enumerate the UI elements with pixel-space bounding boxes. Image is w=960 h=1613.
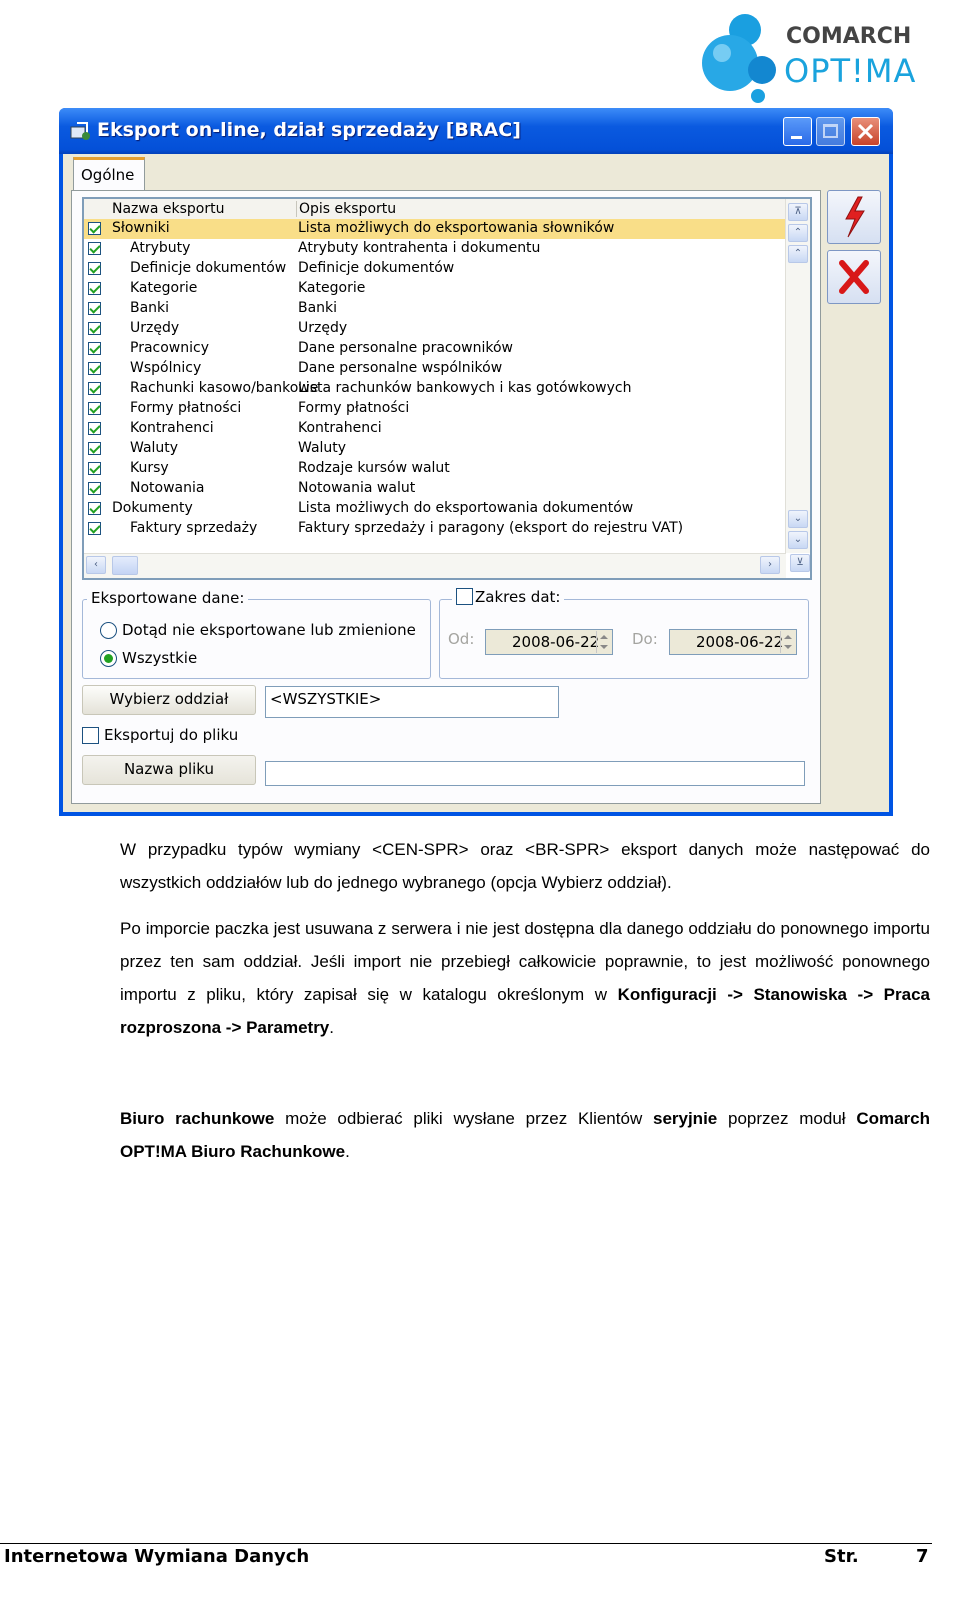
row-name: Rachunki kasowo/bankowe	[130, 380, 319, 396]
date-range-group	[439, 588, 809, 679]
date-range-legend[interactable]: Zakres dat:	[475, 588, 561, 606]
row-name: Definicje dokumentów	[130, 260, 287, 276]
row-name: Formy płatności	[130, 400, 242, 416]
row-name: Banki	[130, 300, 170, 316]
date-from-value: 2008-06-22	[512, 633, 600, 651]
maximize-icon	[823, 124, 838, 138]
row-description: Lista możliwych do eksportowania dokumentów	[298, 500, 634, 516]
row-name: Dokumenty	[112, 500, 193, 516]
paragraph-3-text-2: poprzez moduł	[717, 1109, 857, 1128]
row-description: Dane personalne wspólników	[298, 360, 503, 376]
date-from-spinner-icon[interactable]	[596, 631, 611, 653]
close-icon	[852, 118, 879, 145]
grid-header	[84, 199, 786, 220]
table-row[interactable]	[84, 399, 786, 419]
paragraph-3-end: .	[345, 1142, 350, 1161]
window-client-area	[63, 154, 889, 812]
row-description: Faktury sprzedaży i paragony (eksport do rejestru VAT)	[298, 520, 684, 536]
paragraph-3-bold-3: Comarch OPT!MA Biuro Rachunkowe	[120, 1109, 930, 1161]
footer-page-number: 7	[916, 1546, 929, 1567]
paragraph-2-end: .	[329, 1018, 334, 1037]
row-checkbox[interactable]	[88, 382, 101, 395]
date-range-legend-wrap	[452, 588, 564, 606]
date-to-value: 2008-06-22	[696, 633, 784, 651]
paragraph-1	[120, 833, 930, 899]
branch-field[interactable]: <WSZYSTKIE>	[265, 686, 559, 718]
row-description: Definicje dokumentów	[298, 260, 455, 276]
date-from-label: Od:	[448, 630, 475, 648]
cancel-button[interactable]	[827, 250, 881, 304]
scroll-page-up-icon[interactable]: ⌃	[788, 224, 808, 242]
row-checkbox[interactable]	[88, 462, 101, 475]
row-description: Lista rachunków bankowych i kas gotówkowych	[298, 380, 632, 396]
row-checkbox[interactable]	[88, 262, 101, 275]
date-to-label: Do:	[632, 630, 658, 648]
row-checkbox[interactable]	[88, 342, 101, 355]
footer-title: Internetowa Wymiana Danych	[4, 1546, 310, 1567]
close-button[interactable]	[851, 117, 880, 146]
export-to-file-label[interactable]: Eksportuj do pliku	[104, 726, 239, 744]
logo-brand: COMARCH	[786, 24, 912, 49]
row-description: Notowania walut	[298, 480, 416, 496]
row-name: Kontrahenci	[130, 420, 214, 436]
row-name: Wspólnicy	[130, 360, 202, 376]
scroll-up-icon[interactable]: ⌃	[788, 245, 808, 263]
table-row[interactable]	[84, 459, 786, 479]
date-range-checkbox[interactable]	[456, 588, 473, 605]
row-description: Atrybuty kontrahenta i dokumentu	[298, 240, 541, 256]
export-to-file-checkbox[interactable]	[82, 727, 99, 744]
horizontal-scroll-thumb[interactable]	[112, 556, 138, 575]
table-row[interactable]	[84, 379, 786, 399]
row-checkbox[interactable]	[88, 302, 101, 315]
row-checkbox[interactable]	[88, 422, 101, 435]
scroll-left-icon[interactable]: ‹	[86, 556, 106, 574]
date-to-field[interactable]	[669, 629, 797, 655]
export-list-grid[interactable]	[82, 197, 812, 580]
window-title: Eksport on-line, dział sprzedaży [BRAC]	[97, 119, 521, 141]
lightning-icon	[828, 191, 880, 243]
radio-not-exported-label[interactable]: Dotąd nie eksportowane lub zmienione	[122, 621, 416, 639]
paragraph-3-bold-1: Biuro rachunkowe	[120, 1109, 275, 1128]
vertical-scrollbar[interactable]	[785, 199, 810, 553]
radio-all-label[interactable]: Wszystkie	[122, 649, 198, 667]
scroll-down-icon[interactable]: ⌄	[788, 510, 808, 528]
table-row[interactable]	[84, 339, 786, 359]
select-branch-button[interactable]: Wybierz oddział	[82, 685, 256, 715]
row-checkbox[interactable]	[88, 442, 101, 455]
paragraph-2	[120, 912, 930, 1044]
exported-data-group	[82, 589, 431, 679]
row-name: Atrybuty	[130, 240, 191, 256]
row-description: Dane personalne pracowników	[298, 340, 514, 356]
row-checkbox[interactable]	[88, 242, 101, 255]
table-row[interactable]	[84, 359, 786, 379]
radio-not-exported[interactable]	[100, 622, 117, 639]
paragraph-3	[120, 1102, 930, 1168]
row-checkbox[interactable]	[88, 502, 101, 515]
horizontal-scrollbar[interactable]	[84, 553, 786, 578]
row-name: Urzędy	[130, 320, 180, 336]
scroll-bottom-icon[interactable]: ⊻	[790, 554, 810, 572]
row-description: Banki	[298, 300, 338, 316]
row-name: Kursy	[130, 460, 169, 476]
table-row[interactable]	[84, 299, 786, 319]
app-icon	[69, 121, 91, 141]
row-name: Pracownicy	[130, 340, 209, 356]
tab-general[interactable]: Ogólne	[73, 157, 145, 191]
row-description: Kategorie	[298, 280, 366, 296]
row-checkbox[interactable]	[88, 282, 101, 295]
row-checkbox[interactable]	[88, 482, 101, 495]
date-from-field[interactable]	[485, 629, 613, 655]
table-row[interactable]	[84, 519, 786, 539]
tab-panel	[71, 190, 821, 804]
row-description: Urzędy	[298, 320, 348, 336]
table-row[interactable]	[84, 259, 786, 279]
table-row[interactable]	[84, 419, 786, 439]
config-path: Konfiguracji -> Stanowiska -> Praca rozproszona -> Parametry	[120, 985, 931, 1037]
export-window	[59, 108, 893, 816]
minimize-icon	[791, 136, 802, 139]
footer-divider	[0, 1543, 932, 1544]
row-checkbox[interactable]	[88, 322, 101, 335]
table-row[interactable]	[84, 319, 786, 339]
logo-product: OPT!MA	[784, 52, 917, 90]
row-checkbox[interactable]	[88, 402, 101, 415]
row-description: Lista możliwych do eksportowania słowników	[298, 220, 615, 236]
exported-data-legend: Eksportowane dane:	[87, 589, 248, 607]
row-checkbox[interactable]	[88, 522, 101, 535]
paragraph-3-bold-2: seryjnie	[652, 1109, 718, 1128]
row-description: Waluty	[298, 440, 347, 456]
row-checkbox[interactable]	[88, 362, 101, 375]
column-header-name[interactable]: Nazwa eksportu	[112, 201, 225, 217]
table-row[interactable]	[84, 439, 786, 459]
table-row[interactable]	[84, 499, 786, 519]
radio-all[interactable]	[100, 650, 117, 667]
paragraph-3-text-1: może odbierać pliki wysłane przez Klientów	[274, 1109, 653, 1128]
paragraph-1-text: W przypadku typów wymiany <CEN-SPR> oraz <BR-SPR> eksport danych może następować do wszystkich oddziałów lub do jednego wybranego (opcja Wybierz oddział).	[120, 840, 930, 892]
table-row[interactable]	[84, 279, 786, 299]
footer-page-label: Str.	[824, 1546, 859, 1567]
logo-bubbles-icon	[700, 8, 790, 103]
minimize-button[interactable]	[783, 117, 812, 146]
maximize-button[interactable]	[816, 117, 845, 146]
paragraph-2-text: Po imporcie paczka jest usuwana z serwera i nie jest dostępna dla danego oddziału do ponownego importu przez ten sam oddział. Jeśli import nie przebiegł całkowicie poprawnie, to jest możliwość ponownego importu z pliku, który zapisał się w katalogu określonym w	[120, 919, 930, 1004]
row-description: Kontrahenci	[298, 420, 382, 436]
table-row[interactable]	[84, 479, 786, 499]
table-row[interactable]	[84, 219, 786, 239]
date-to-spinner-icon[interactable]	[780, 631, 795, 653]
comarch-optima-logo	[700, 8, 930, 103]
scroll-right-icon[interactable]: ›	[760, 556, 780, 574]
row-name: Kategorie	[130, 280, 198, 296]
row-checkbox[interactable]	[88, 222, 101, 235]
row-name: Notowania	[130, 480, 205, 496]
row-name: Faktury sprzedaży	[130, 520, 258, 536]
run-export-button[interactable]	[827, 190, 881, 244]
row-name: Waluty	[130, 440, 179, 456]
file-name-button[interactable]: Nazwa pliku	[82, 755, 256, 785]
table-row[interactable]	[84, 239, 786, 259]
column-header-description[interactable]: Opis eksportu	[296, 201, 396, 217]
scroll-page-down-icon[interactable]: ⌄	[788, 531, 808, 549]
red-x-icon	[828, 251, 880, 303]
title-bar	[59, 108, 893, 154]
scroll-top-icon[interactable]: ⊼	[788, 203, 808, 221]
row-description: Formy płatności	[298, 400, 410, 416]
file-name-field[interactable]	[265, 761, 805, 786]
row-description: Rodzaje kursów walut	[298, 460, 450, 476]
row-name: Słowniki	[112, 220, 170, 236]
